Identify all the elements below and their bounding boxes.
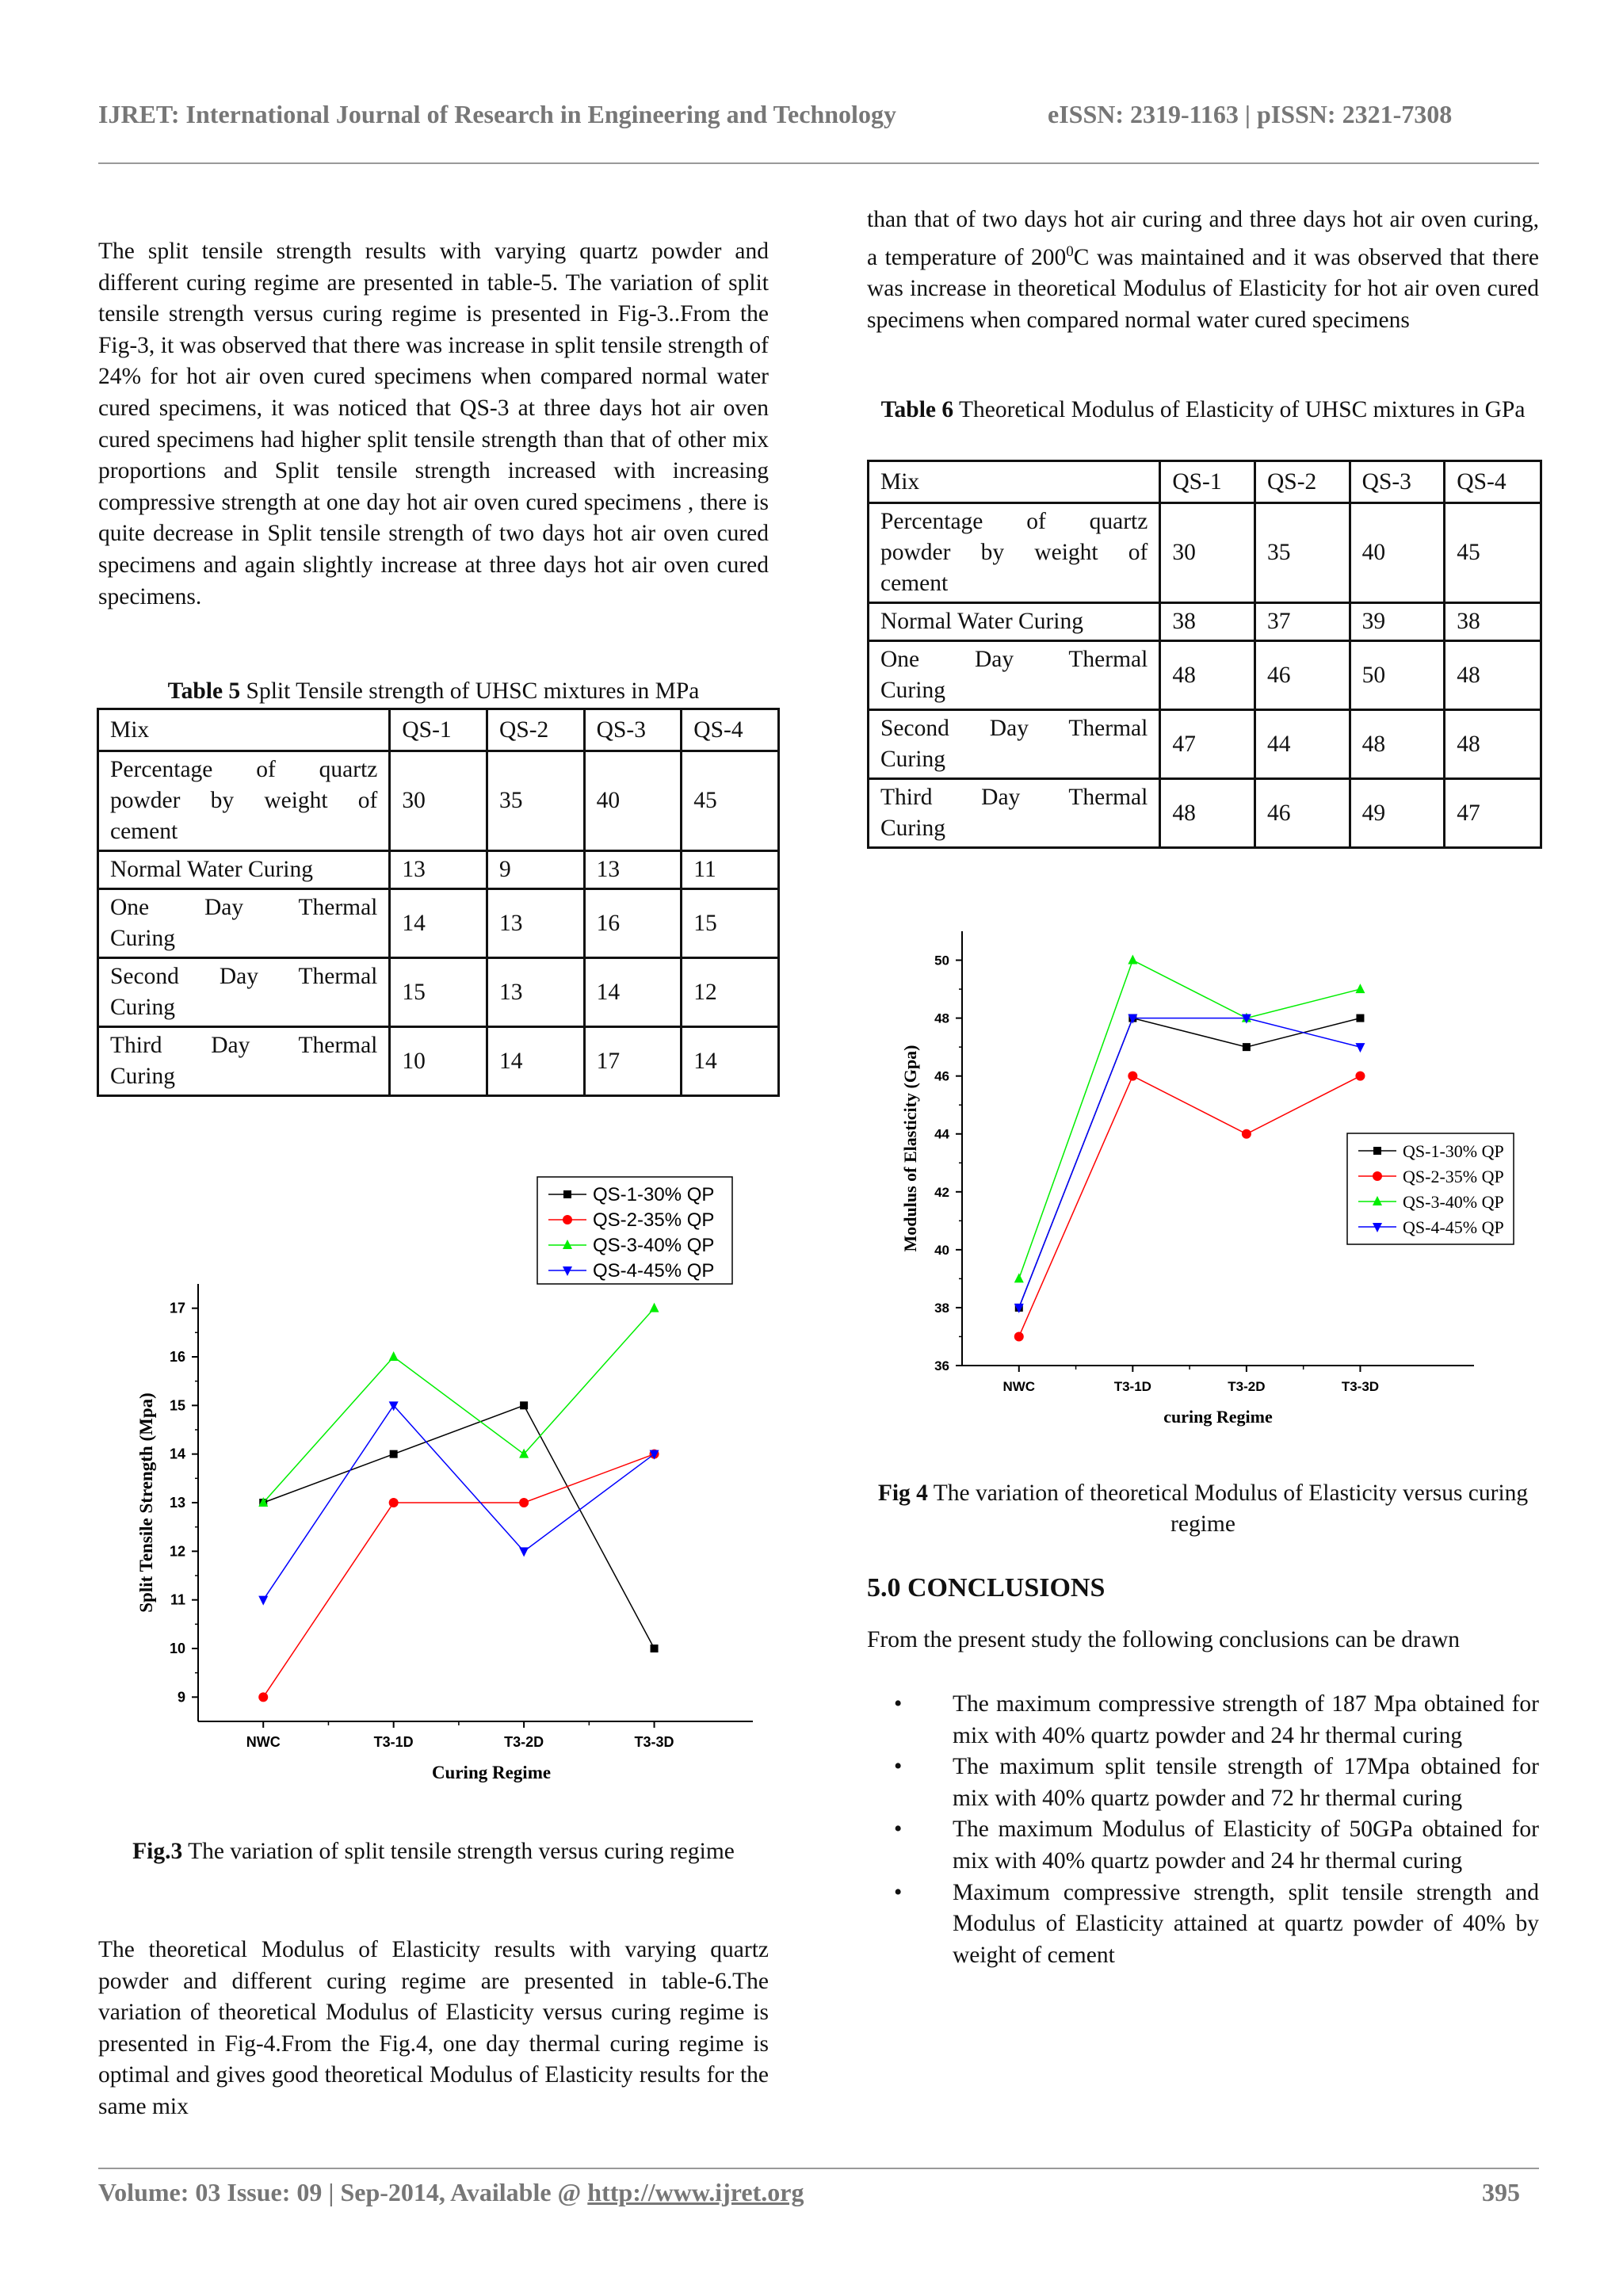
data-point: [1128, 955, 1137, 965]
footer-volume: [98, 2178, 804, 2207]
table5-row-label: [98, 851, 390, 889]
table5-row: [98, 889, 779, 958]
data-point: [519, 1498, 529, 1507]
footer-text: Volume: 03 Issue: 09 | Sep-2014, Available @: [98, 2178, 588, 2206]
table5-row: [98, 958, 779, 1027]
table6-caption: [867, 395, 1539, 426]
table5-cell: 13: [487, 958, 585, 1027]
series-line: [1019, 1018, 1361, 1308]
conclusion-item-text: The maximum split tensile strength of 17Mpa obtained for mix with 40% quartz powder and 72 hr thermal curing: [953, 1754, 1539, 1811]
table5-row: [98, 751, 779, 851]
data-point: [258, 1692, 268, 1702]
table6-header-cell: QS-2: [1254, 461, 1350, 503]
section-title: 5.0 CONCLUSIONS: [867, 1573, 1106, 1603]
table6-row-label: [869, 503, 1160, 603]
data-point: [1355, 984, 1365, 993]
conclusion-item: [867, 1878, 1539, 1972]
fig3-chart: [119, 1165, 753, 1799]
table6-row-label-line: Curing: [880, 678, 945, 703]
table6-cell: 48: [1445, 641, 1541, 710]
right-paragraph-1-b: C was maintained and it was observed that there was increase in theoretical Modulus of Elasticity for hot air oven cured specimens when compared normal water cured specimens: [867, 244, 1539, 333]
table6-cell: 37: [1254, 603, 1350, 641]
fig4-caption-text: The variation of theoretical Modulus of Elasticity versus curing regime: [933, 1480, 1529, 1537]
table6-cell: 38: [1445, 603, 1541, 641]
table5-row-label: [98, 1027, 390, 1096]
table6-cell: 48: [1160, 779, 1255, 848]
fig3-caption: [98, 1836, 769, 1867]
table6-cell: 47: [1160, 710, 1255, 779]
table6-row-label-line: Second Day Thermal: [880, 716, 1148, 741]
degree-superscript: 0: [1066, 243, 1074, 260]
table5-row: [98, 851, 779, 889]
data-point: [1014, 1331, 1024, 1341]
series-line: [263, 1454, 654, 1698]
table5-cell: 17: [584, 1027, 682, 1096]
table6-row-label: [869, 603, 1160, 641]
table6-row: [869, 641, 1541, 710]
y-tick-label: 40: [934, 1242, 949, 1258]
table6-row-label: [869, 710, 1160, 779]
table6-row-label-line: cement: [880, 571, 949, 596]
table5-row: [98, 1027, 779, 1096]
table6-cell: 40: [1350, 503, 1445, 603]
table6-row-label-line: Curing: [880, 747, 945, 772]
conclusion-item: [867, 1814, 1539, 1877]
conclusion-intro: From the present study the following conclusions can be drawn: [867, 1627, 1461, 1652]
table6-cell: 38: [1160, 603, 1255, 641]
table6-cell: 35: [1254, 503, 1350, 603]
table5-row-label-line: One Day Thermal: [110, 895, 378, 920]
table6-cell: 39: [1350, 603, 1445, 641]
y-tick-label: 14: [169, 1446, 185, 1462]
table5-cell: 14: [682, 1027, 779, 1096]
left-paragraph-2: The theoretical Modulus of Elasticity results with varying quartz powder and different curing regime are presented in table-6.The variation of theoretical Modulus of Elasticity versus curing regime is presented in Fig-4.From the Fig.4, one day thermal curing regime is optimal and gives good theoretical Modulus of Elasticity results for the same mix: [98, 1937, 769, 2119]
conclusion-item: [867, 1752, 1539, 1814]
table6-cell: 45: [1445, 503, 1541, 603]
x-tick-label: T3-1D: [373, 1734, 414, 1750]
left-paragraph-1: The split tensile strength results with varying quartz powder and different curing regime are presented in table-5. The variation of split tensile strength versus curing regime is presented in Fig-3..From the Fig-3, it was observed that there was increase in split tensile strength of 24% for hot air oven cured specimens when compared normal water cured specimens, it was noticed that QS-3 at three days hot air oven cured specimens had higher split tensile strength than that of other mix proportions and Split tensile strength increased with increasing compressive strength at one day hot air oven cured specimens , there is quite decrease in Split tensile strength of two days hot air oven cured specimens and again slightly increase at three days hot air oven cured specimens.: [98, 239, 769, 609]
fig3-caption-text: The variation of split tensile strength versus curing regime: [188, 1839, 735, 1864]
table6-label: Table 6: [880, 397, 954, 422]
journal-title: IJRET: International Journal of Research in Engineering and Technology: [98, 100, 896, 128]
data-point: [1128, 1072, 1137, 1081]
legend-label: QS-1-30% QP: [1403, 1141, 1504, 1161]
table6-row: [869, 603, 1541, 641]
conclusion-item-text: Maximum compressive strength, split tensile strength and Modulus of Elasticity attained at quartz powder of 40% by weight of cement: [953, 1879, 1539, 1968]
table5-cell: 15: [682, 889, 779, 958]
table6-cell: 48: [1160, 641, 1255, 710]
data-point: [520, 1401, 528, 1409]
legend-marker: [563, 1215, 572, 1224]
table5-row-label-line: cement: [110, 819, 178, 844]
table6-header-cell: QS-4: [1445, 461, 1541, 503]
table6-row: [869, 710, 1541, 779]
data-point: [1355, 1072, 1365, 1081]
legend-label: QS-2-35% QP: [593, 1209, 715, 1231]
table5-header-cell: QS-2: [487, 709, 585, 751]
table5-row-label-line: Curing: [110, 926, 175, 951]
x-axis-label: curing Regime: [1163, 1407, 1273, 1427]
legend-marker: [563, 1190, 571, 1198]
table5-header-cell: Mix: [98, 709, 390, 751]
table5-row-label-line: Curing: [110, 1064, 175, 1089]
table5-row-label-line: Normal Water Curing: [110, 857, 313, 882]
y-tick-label: 11: [170, 1591, 185, 1608]
table6-header-row: [869, 461, 1541, 503]
legend-label: QS-3-40% QP: [593, 1235, 715, 1256]
y-tick-label: 46: [934, 1068, 949, 1084]
table5-cell: 9: [487, 851, 585, 889]
fig4-label: Fig 4: [877, 1480, 928, 1506]
conclusion-list: [867, 1689, 1539, 1971]
right-paragraph-1: [867, 204, 1539, 336]
series-line: [1019, 1076, 1361, 1337]
conclusion-item: [867, 1689, 1539, 1752]
table6-cell: 46: [1254, 779, 1350, 848]
table6-cell: 44: [1254, 710, 1350, 779]
x-tick-label: T3-3D: [634, 1734, 674, 1750]
bullet-icon: •: [894, 1691, 903, 1717]
table6-row-label-line: One Day Thermal: [880, 647, 1148, 672]
page-number: 395: [1482, 2178, 1520, 2206]
data-point: [258, 1596, 268, 1606]
y-tick-label: 10: [169, 1641, 185, 1656]
x-tick-label: T3-1D: [1113, 1379, 1151, 1394]
table6-row-label: [869, 779, 1160, 848]
y-tick-label: 48: [934, 1010, 949, 1026]
fig3-label: Fig.3: [132, 1839, 183, 1864]
fig4-chart: [896, 907, 1529, 1462]
y-tick-label: 42: [934, 1184, 949, 1200]
y-tick-label: 9: [177, 1689, 185, 1706]
table6-cell: 50: [1350, 641, 1445, 710]
data-point: [519, 1547, 529, 1557]
y-tick-label: 12: [169, 1543, 185, 1560]
table5-cell: 10: [390, 1027, 487, 1096]
table6-row-label-line: powder by weight of: [880, 540, 1148, 565]
table6-row-label-line: Third Day Thermal: [880, 785, 1148, 810]
header-rule: [98, 162, 1539, 164]
issn: eISSN: 2319-1163 | pISSN: 2321-7308: [1048, 100, 1453, 128]
table5-cell: 45: [682, 751, 779, 851]
table5-cell: 13: [390, 851, 487, 889]
table5-cell: 15: [390, 958, 487, 1027]
legend-label: QS-4-45% QP: [593, 1260, 715, 1282]
table5-cell: 14: [390, 889, 487, 958]
table6-row-label: [869, 641, 1160, 710]
legend-label: QS-4-45% QP: [1403, 1217, 1504, 1237]
y-tick-label: 16: [169, 1349, 185, 1365]
table5-row-label-line: Third Day Thermal: [110, 1033, 378, 1058]
table6-header-cell: QS-3: [1350, 461, 1445, 503]
table5-caption: [98, 676, 769, 707]
table5-cell: 13: [584, 851, 682, 889]
y-axis-label: Modulus of Elasticity (Gpa): [900, 1045, 920, 1252]
table5: [97, 708, 780, 1097]
table5-cell: 14: [584, 958, 682, 1027]
bullet-icon: •: [894, 1879, 903, 1905]
table6-row: [869, 779, 1541, 848]
series-line: [263, 1308, 654, 1503]
table6-row-label-line: Curing: [880, 816, 945, 841]
y-tick-label: 36: [934, 1358, 949, 1373]
x-axis-label: Curing Regime: [431, 1763, 552, 1782]
table5-title: Split Tensile strength of UHSC mixtures in MPa: [246, 678, 700, 704]
table6-row-label-line: Percentage of quartz: [880, 509, 1148, 534]
data-point: [1356, 1014, 1364, 1022]
table5-label: Table 5: [167, 678, 241, 704]
data-point: [650, 1303, 659, 1312]
table5-cell: 13: [487, 889, 585, 958]
x-tick-label: NWC: [1002, 1379, 1036, 1394]
conclusion-list-wrap: [867, 1689, 1539, 1971]
table6-row: [869, 503, 1541, 603]
table5-header-row: [98, 709, 779, 751]
table6-cell: 47: [1445, 779, 1541, 848]
y-tick-label: 38: [934, 1300, 949, 1316]
conclusion-item-text: The maximum compressive strength of 187 Mpa obtained for mix with 40% quartz powder and 24 hr thermal curing: [953, 1691, 1539, 1748]
legend-marker: [1373, 1171, 1382, 1181]
table5-cell: 11: [682, 851, 779, 889]
table6-cell: 49: [1350, 779, 1445, 848]
table5-header-cell: QS-3: [584, 709, 682, 751]
table5-row-label-line: powder by weight of: [110, 788, 378, 813]
fig4-caption: [867, 1478, 1539, 1540]
right-paragraph-1-a: than that of two days hot air curing and three days hot air oven curing, a temperature of 200: [867, 207, 1539, 270]
y-tick-label: 44: [934, 1126, 949, 1142]
data-point: [389, 1351, 399, 1361]
table6-header-cell: QS-1: [1160, 461, 1255, 503]
table6-cell: 48: [1350, 710, 1445, 779]
table6: [867, 460, 1542, 849]
legend-label: QS-3-40% QP: [1403, 1192, 1504, 1212]
data-point: [651, 1645, 659, 1652]
table6-row-label-line: Normal Water Curing: [880, 609, 1083, 634]
legend-label: QS-1-30% QP: [593, 1184, 715, 1205]
table5-cell: 16: [584, 889, 682, 958]
table5-cell: 14: [487, 1027, 585, 1096]
legend-label: QS-2-35% QP: [1403, 1167, 1504, 1186]
data-point: [390, 1450, 398, 1458]
y-axis-label: Split Tensile Strength (Mpa): [136, 1392, 156, 1613]
y-tick-label: 15: [169, 1397, 185, 1414]
y-tick-label: 50: [934, 953, 949, 968]
series-line: [1019, 961, 1361, 1279]
table5-cell: 35: [487, 751, 585, 851]
table5-cell: 12: [682, 958, 779, 1027]
table6-title: Theoretical Modulus of Elasticity of UHSC mixtures in GPa: [958, 397, 1526, 422]
footer-rule: [98, 2168, 1539, 2169]
bullet-icon: •: [894, 1817, 903, 1843]
table5-row-label-line: Curing: [110, 995, 175, 1020]
table5-row-label: [98, 958, 390, 1027]
conclusion-item-text: The maximum Modulus of Elasticity of 50GPa obtained for mix with 40% quartz powder and 24 hr thermal curing: [953, 1817, 1539, 1874]
table5-header-cell: QS-1: [390, 709, 487, 751]
series-line: [263, 1405, 654, 1648]
bullet-icon: •: [894, 1754, 903, 1780]
data-point: [389, 1498, 399, 1507]
table5-cell: 40: [584, 751, 682, 851]
table6-cell: 48: [1445, 710, 1541, 779]
data-point: [1242, 1129, 1251, 1139]
data-point: [1014, 1273, 1024, 1282]
x-tick-label: NWC: [246, 1734, 281, 1750]
table6-header-cell: Mix: [869, 461, 1160, 503]
table6-cell: 30: [1160, 503, 1255, 603]
table5-row-label-line: Second Day Thermal: [110, 964, 378, 989]
table5-row-label: [98, 889, 390, 958]
table6-cell: 46: [1254, 641, 1350, 710]
x-tick-label: T3-3D: [1341, 1379, 1380, 1394]
x-tick-label: T3-2D: [504, 1734, 544, 1750]
x-tick-label: T3-2D: [1228, 1379, 1266, 1394]
legend-marker: [1373, 1147, 1381, 1155]
table5-row-label-line: Percentage of quartz: [110, 757, 378, 782]
y-tick-label: 13: [169, 1495, 185, 1511]
series-line: [1019, 1018, 1361, 1308]
table5-cell: 30: [390, 751, 487, 851]
data-point: [1243, 1043, 1251, 1051]
data-point: [1355, 1043, 1365, 1052]
table5-header-cell: QS-4: [682, 709, 779, 751]
table5-row-label: [98, 751, 390, 851]
y-tick-label: 17: [169, 1300, 185, 1316]
footer-link[interactable]: http://www.ijret.org: [587, 2178, 804, 2206]
